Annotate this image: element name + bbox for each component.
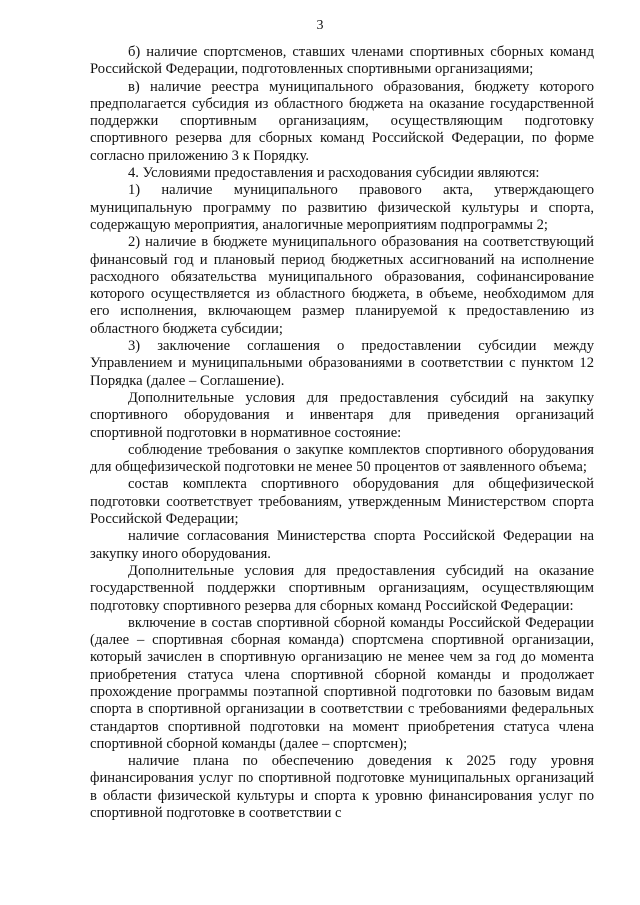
document-body: [90, 44, 594, 822]
support-conditions-intro: Дополнительные условия для предоставления субсидий на оказание государственной поддержки спортивным организациям, осуществляющим подготовку спортивного резерва для сборных команд Российской Федерации:: [90, 562, 594, 614]
condition-3: 3) заключение соглашения о предоставлении субсидии между Управлением и муниципальными образованиями в соответствии с пунктом 12 Порядка (далее – Соглашение).: [90, 338, 594, 389]
equipment-condition-1: соблюдение требования о закупке комплектов спортивного оборудования для общефизической подготовки не менее 50 процентов от заявленного объема;: [90, 441, 594, 476]
section-4-heading: 4. Условиями предоставления и расходования субсидии являются:: [128, 165, 540, 182]
support-condition-1: включение в состав спортивной сборной команды Российской Федерации (далее – спортивная сборная команда) спортсмена спортивной организации, который зачислен в спортивную организацию не менее чем за год до момента приобретения статуса члена спортивной сборной команды и продолжает прохождение программы поэтапной спортивной подготовки по базовым видам спорта в спортивной организации в соответствии с требованиями федеральных стандартов спортивной подготовки на момент приобретения статуса члена спортивной сборной команды (далее – спортсмен);: [90, 614, 594, 752]
condition-1: 1) наличие муниципального правового акта, утверждающего муниципальную программу по развитию физической культуры и спорта, содержащую мероприятия, аналогичные мероприятиям подпрограммы 2;: [90, 182, 594, 233]
paragraph-v: в) наличие реестра муниципального образования, бюджету которого предполагается субсидия из областного бюджета на оказание государственной поддержки спортивным организациям, осуществляющим подготовку спортивного резерва для сборных команд Российской Федерации, по форме согласно приложению 3 к Порядку.: [90, 78, 594, 164]
page-number: 3: [316, 18, 324, 33]
equipment-conditions-intro: Дополнительные условия для предоставления субсидий на закупку спортивного оборудования и инвентаря для приведения организаций спортивной подготовки в нормативное состояние:: [90, 389, 594, 441]
equipment-condition-3: наличие согласования Министерства спорта Российской Федерации на закупку иного оборудования.: [90, 528, 594, 562]
support-condition-2: наличие плана по обеспечению доведения к 2025 году уровня финансирования услуг по спортивной подготовке муниципальных организаций в области физической культуры и спорта к уровню финансирования услуг по спортивной подготовке в соответствии с: [90, 753, 594, 822]
condition-2: 2) наличие в бюджете муниципального образования на соответствующий финансовый год и плановый период бюджетных ассигнований на исполнение расходного обязательства муниципального образования, софинансирование которого осуществляется из областного бюджета, в объеме, необходимом для его исполнения, включающем размер планируемой к предоставлению из областного бюджета субсидии;: [90, 234, 594, 337]
paragraph-b: б) наличие спортсменов, ставших членами спортивных сборных команд Российской Федерации, подготовленных спортивными организациями;: [90, 44, 594, 78]
equipment-condition-2: состав комплекта спортивного оборудования для общефизической подготовки соответствует требованиям, утвержденным Министерством спорта Российской Федерации;: [90, 476, 594, 528]
